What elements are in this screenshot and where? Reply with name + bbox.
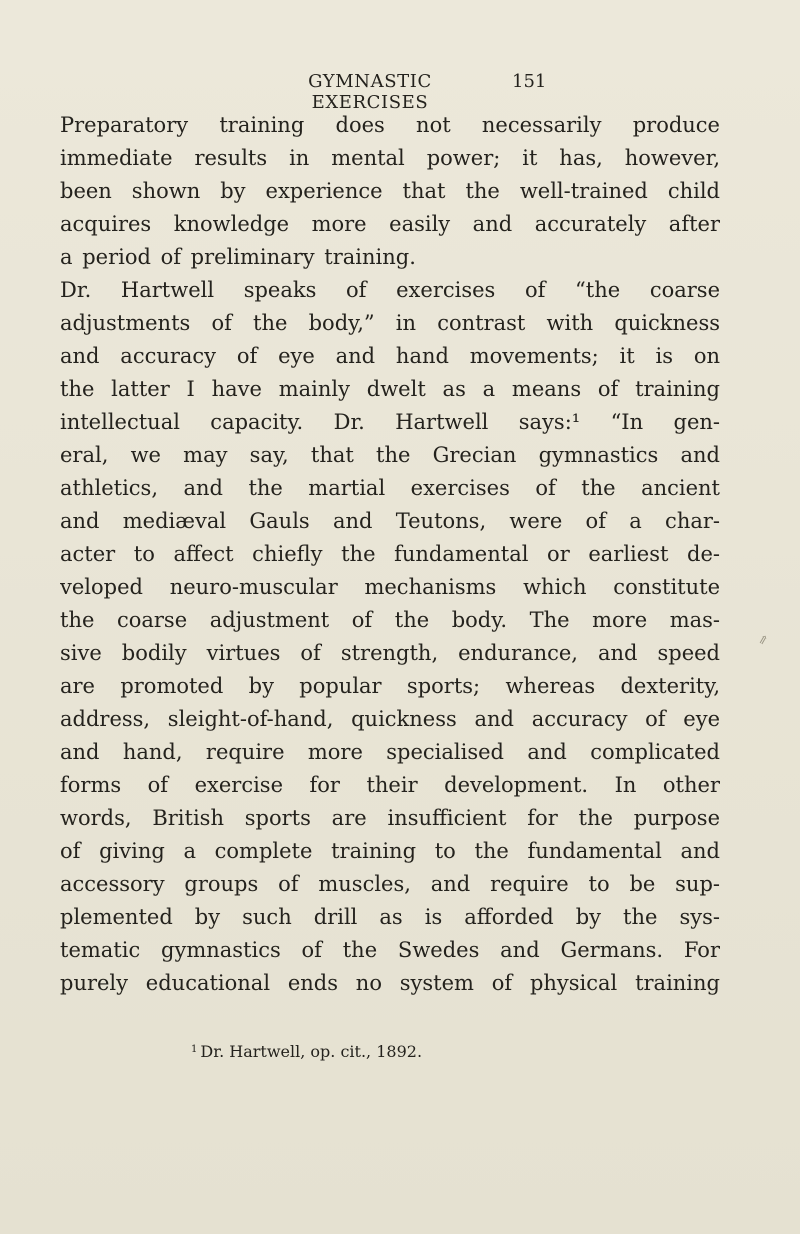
text-line: are promoted by popular sports; whereas dexterity, <box>60 674 720 698</box>
text-line: sive bodily virtues of strength, endurance, and speed <box>60 641 720 665</box>
text-line: accessory groups of muscles, and require to be sup- <box>60 872 720 896</box>
page-number: 151 <box>512 71 547 92</box>
text-line: and mediæval Gauls and Teutons, were of a char- <box>60 509 720 533</box>
text-line: and hand, require more specialised and complicated <box>60 740 720 764</box>
text-line: acquires knowledge more easily and accurately after <box>60 212 720 236</box>
text-line: veloped neuro-muscular mechanisms which constitute <box>60 575 720 599</box>
text-line: intellectual capacity. Dr. Hartwell says:¹ “In gen- <box>60 410 720 434</box>
text-line: the latter I have mainly dwelt as a means of training <box>60 377 720 401</box>
text-line: tematic gymnastics of the Swedes and Germans. For <box>60 938 720 962</box>
text-line: words, British sports are insufficient for the purpose <box>60 806 720 830</box>
text-line: and accuracy of eye and hand movements; it is on <box>60 344 720 368</box>
footnote-marker: 1 <box>191 1044 198 1055</box>
text-line: athletics, and the martial exercises of the ancient <box>60 476 720 500</box>
text-line: eral, we may say, that the Grecian gymnastics and <box>60 443 720 467</box>
text-line: a period of preliminary training. <box>60 245 416 269</box>
body-text <box>60 109 720 1000</box>
text-line: Preparatory training does not necessarily produce <box>60 113 720 137</box>
text-line: of giving a complete training to the fundamental and <box>60 839 720 863</box>
text-line: immediate results in mental power; it has, however, <box>60 146 720 170</box>
text-line: purely educational ends no system of physical training <box>60 971 720 995</box>
text-line: Dr. Hartwell speaks of exercises of “the coarse <box>60 278 720 302</box>
footnote <box>191 1042 422 1061</box>
text-line: address, sleight-of-hand, quickness and accuracy of eye <box>60 707 720 731</box>
text-line: plemented by such drill as is afforded by the sys- <box>60 905 720 929</box>
footnote-text: Dr. Hartwell, op. cit., 1892. <box>200 1042 423 1061</box>
text-line: forms of exercise for their development. In other <box>60 773 720 797</box>
text-line: adjustments of the body,” in contrast with quickness <box>60 311 720 335</box>
running-title: GYMNASTIC EXERCISES <box>308 71 432 113</box>
text-line: the coarse adjustment of the body. The more mas- <box>60 608 720 632</box>
text-line: been shown by experience that the well-trained child <box>60 179 720 203</box>
text-line: acter to affect chiefly the fundamental or earliest de- <box>60 542 720 566</box>
margin-mark-icon: ⇑ <box>755 631 771 649</box>
